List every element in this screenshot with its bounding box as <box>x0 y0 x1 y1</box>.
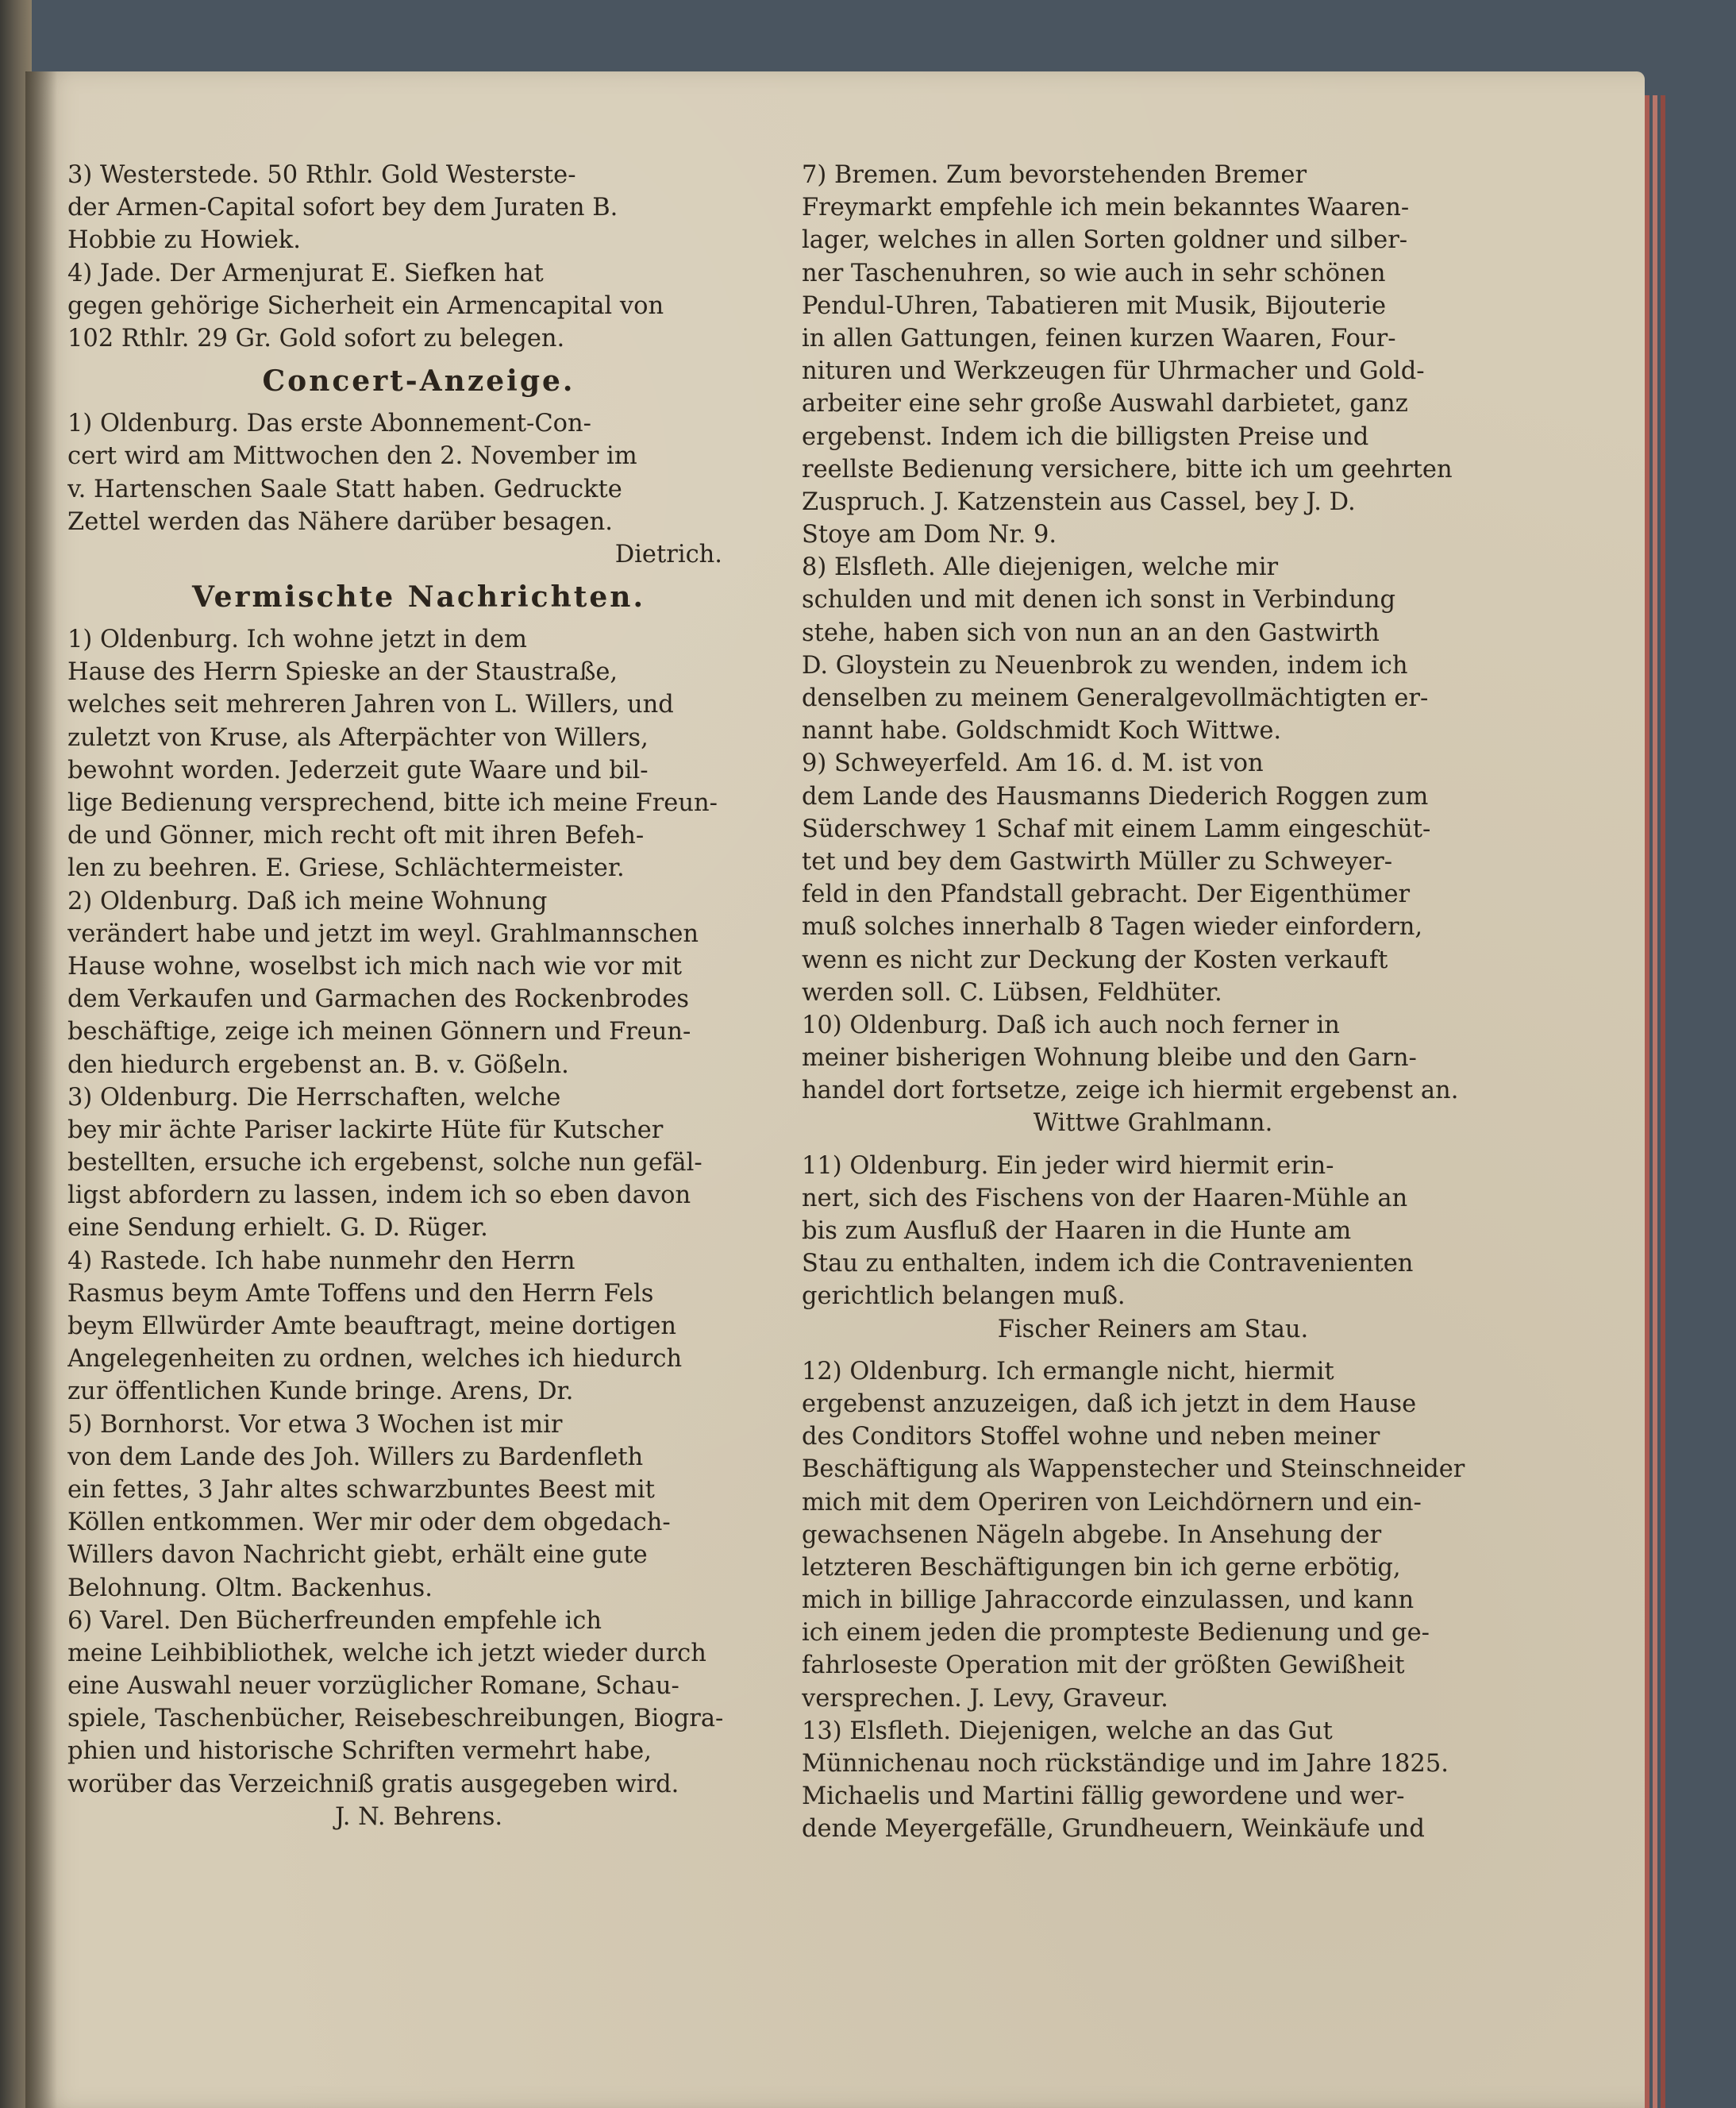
text-line: Zettel werden das Nähere darüber besagen. <box>67 507 613 536</box>
text-line: feld in den Pfandstall gebracht. Der Eigenthümer <box>802 881 1411 909</box>
text-line: dende Meyergefälle, Grundheuern, Weinkäufe und <box>802 1815 1425 1844</box>
text-line: der Armen-Capital sofort bey dem Juraten B. <box>67 194 618 222</box>
text-line: fahrloseste Operation mit der größten Gewißheit <box>802 1651 1405 1680</box>
text-line: gegen gehörige Sicherheit ein Armencapital von <box>67 291 664 320</box>
text-line: eine Auswahl neuer vorzüglicher Romane, Schau- <box>67 1672 679 1701</box>
text-line: ergebenst. Indem ich die billigsten Preise und <box>802 422 1369 451</box>
text-line: bewohnt worden. Jederzeit gute Waare und bil- <box>67 756 649 784</box>
text-line: zuletzt von Kruse, als Afterpächter von Willers, <box>67 723 649 752</box>
text-line: Hause wohne, woselbst ich mich nach wie vor mit <box>67 952 682 981</box>
text-line: dem Lande des Hausmanns Diederich Roggen zum <box>802 782 1429 811</box>
text-line: Stoye am Dom Nr. 9. <box>802 521 1057 549</box>
text-line: 10) Oldenburg. Daß ich auch noch ferner in <box>802 1011 1340 1039</box>
section-heading-misc-news: Vermischte Nachrichten. <box>192 580 645 615</box>
text-line: verändert habe und jetzt im weyl. Grahlmannschen <box>67 919 699 948</box>
text-line: Freymarkt empfehle ich mein bekanntes Waaren- <box>802 194 1410 222</box>
text-line: dem Verkaufen und Garmachen des Rockenbrodes <box>67 985 690 1014</box>
right-column <box>802 159 1504 1846</box>
text-line: beschäftige, zeige ich meinen Gönnern und Freun- <box>67 1018 691 1046</box>
text-line: ner Taschenuhren, so wie auch in sehr schönen <box>802 259 1386 287</box>
text-line: zur öffentlichen Kunde bringe. Arens, Dr. <box>67 1378 574 1406</box>
text-line: bis zum Ausfluß der Haaren in die Hunte am <box>802 1217 1352 1245</box>
text-line: werden soll. C. Lübsen, Feldhüter. <box>802 978 1222 1007</box>
text-line: ligst abfordern zu lassen, indem ich so eben davon <box>67 1181 691 1210</box>
text-line: 7) Bremen. Zum bevorstehenden Bremer <box>802 161 1307 189</box>
text-line: 4) Jade. Der Armenjurat E. Siefken hat <box>67 259 544 287</box>
text-line: 12) Oldenburg. Ich ermangle nicht, hiermit <box>802 1357 1334 1385</box>
text-line: 3) Westerstede. 50 Rthlr. Gold Westerste- <box>67 161 576 189</box>
text-line: 1) Oldenburg. Ich wohne jetzt in dem <box>67 626 527 654</box>
text-line: ich einem jeden die prompteste Bedienung und ge- <box>802 1619 1430 1647</box>
text-line: schulden und mit denen ich sonst in Verbindung <box>802 586 1396 615</box>
text-line: gerichtlich belangen muß. <box>802 1282 1126 1311</box>
text-line: len zu beehren. E. Griese, Schlächtermeister. <box>67 854 625 883</box>
text-line: v. Hartenschen Saale Statt haben. Gedruckte <box>67 475 622 503</box>
page-edge-stripe <box>1645 95 1649 2108</box>
text-line: von dem Lande des Joh. Willers zu Bardenfleth <box>67 1443 644 1471</box>
text-line: Belohnung. Oltm. Backenhus. <box>67 1574 433 1602</box>
text-line: nannt habe. Goldschmidt Koch Wittwe. <box>802 717 1282 746</box>
text-line: Angelegenheiten zu ordnen, welches ich hiedurch <box>67 1345 683 1374</box>
left-column <box>67 159 770 1833</box>
text-line: denselben zu meinem Generalgevollmächtigten er- <box>802 684 1429 712</box>
text-line: D. Gloystein zu Neuenbrok zu wenden, indem ich <box>802 651 1408 680</box>
text-line: 3) Oldenburg. Die Herrschaften, welche <box>67 1083 561 1112</box>
text-line: in allen Gattungen, feinen kurzen Waaren, Four- <box>802 324 1396 353</box>
text-line: Michaelis und Martini fällig gewordene und wer- <box>802 1782 1405 1811</box>
text-line: des Conditors Stoffel wohne und neben meiner <box>802 1423 1380 1451</box>
text-line: Pendul-Uhren, Tabatieren mit Musik, Bijouterie <box>802 291 1387 320</box>
text-line: meine Leihbibliothek, welche ich jetzt wieder durch <box>67 1639 706 1667</box>
text-line: mich mit dem Operiren von Leichdörnern und ein- <box>802 1488 1422 1516</box>
text-line: Süderschwey 1 Schaf mit einem Lamm eingeschüt- <box>802 815 1431 843</box>
text-line: de und Gönner, mich recht oft mit ihren Befeh- <box>67 822 645 850</box>
text-line: versprechen. J. Levy, Graveur. <box>802 1684 1168 1713</box>
text-line: 102 Rthlr. 29 Gr. Gold sofort zu belegen. <box>67 324 565 353</box>
text-line: letzteren Beschäftigungen bin ich gerne erbötig, <box>802 1553 1401 1582</box>
page-edge-stripe <box>1653 95 1657 2108</box>
text-line: bestellten, ersuche ich ergebenst, solche nun gefäl- <box>67 1149 702 1177</box>
text-line: lager, welches in allen Sorten goldner und silber- <box>802 226 1408 255</box>
text-line: reellste Bedienung versichere, bitte ich um geehrten <box>802 455 1453 484</box>
page-gutter-shadow <box>25 71 57 2108</box>
text-line: cert wird am Mittwochen den 2. November im <box>67 442 637 471</box>
text-line: 8) Elsfleth. Alle diejenigen, welche mir <box>802 553 1279 582</box>
text-line: Beschäftigung als Wappenstecher und Steinschneider <box>802 1455 1465 1484</box>
section-heading-concert: Concert-Anzeige. <box>262 364 575 399</box>
text-line: arbeiter eine sehr große Auswahl darbietet, ganz <box>802 390 1408 418</box>
text-line: Stau zu enthalten, indem ich die Contravenienten <box>802 1250 1414 1278</box>
text-line: phien und historische Schriften vermehrt habe, <box>67 1737 652 1766</box>
text-line: 4) Rastede. Ich habe nunmehr den Herrn <box>67 1247 575 1275</box>
text-line: Köllen entkommen. Wer mir oder dem obgedach- <box>67 1509 671 1537</box>
text-line: 9) Schweyerfeld. Am 16. d. M. ist von <box>802 750 1264 778</box>
text-line: Willers davon Nachricht giebt, erhält eine gute <box>67 1541 648 1570</box>
text-line: beym Ellwürder Amte beauftragt, meine dortigen <box>67 1312 677 1340</box>
text-line: nituren und Werkzeugen für Uhrmacher und Gold- <box>802 357 1425 386</box>
text-line: wenn es nicht zur Deckung der Kosten verkauft <box>802 946 1388 974</box>
text-line: worüber das Verzeichniß gratis ausgegeben wird. <box>67 1770 679 1798</box>
text-line: 2) Oldenburg. Daß ich meine Wohnung <box>67 887 548 915</box>
text-line: bey mir ächte Pariser lackirte Hüte für Kutscher <box>67 1116 664 1144</box>
text-line: lige Bedienung versprechend, bitte ich meine Freun- <box>67 789 718 817</box>
text-line: Zuspruch. J. Katzenstein aus Cassel, bey J. D. <box>802 487 1356 516</box>
text-line: tet und bey dem Gastwirth Müller zu Schweyer- <box>802 847 1393 876</box>
text-line: den hiedurch ergebenst an. B. v. Gößeln. <box>67 1050 569 1079</box>
text-line: Hause des Herrn Spieske an der Staustraße, <box>67 658 618 687</box>
text-line: 5) Bornhorst. Vor etwa 3 Wochen ist mir <box>67 1410 563 1439</box>
text-line: Münnichenau noch rückständige und im Jahre 1825. <box>802 1750 1449 1778</box>
signature: Wittwe Grahlmann. <box>1033 1109 1273 1138</box>
signature: J. N. Behrens. <box>334 1802 503 1831</box>
text-line: stehe, haben sich von nun an an den Gastwirth <box>802 619 1380 647</box>
text-line: eine Sendung erhielt. G. D. Rüger. <box>67 1214 488 1243</box>
text-line: nert, sich des Fischens von der Haaren-Mühle an <box>802 1184 1408 1212</box>
text-line: muß solches innerhalb 8 Tagen wieder einfordern, <box>802 913 1423 942</box>
signature: Dietrich. <box>614 540 722 568</box>
text-line: 6) Varel. Den Bücherfreunden empfehle ich <box>67 1606 602 1635</box>
text-line: 11) Oldenburg. Ein jeder wird hiermit erin- <box>802 1151 1334 1180</box>
signature: Fischer Reiners am Stau. <box>997 1315 1309 1343</box>
text-line: mich in billige Jahraccorde einzulassen, und kann <box>802 1586 1415 1615</box>
text-line: ergebenst anzuzeigen, daß ich jetzt in dem Hause <box>802 1389 1417 1418</box>
text-line: spiele, Taschenbücher, Reisebeschreibungen, Biogra- <box>67 1705 724 1733</box>
text-line: 13) Elsfleth. Diejenigen, welche an das Gut <box>802 1717 1333 1745</box>
text-line: 1) Oldenburg. Das erste Abonnement-Con- <box>67 410 591 438</box>
text-line: handel dort fortsetze, zeige ich hiermit ergebenst an. <box>802 1077 1459 1105</box>
text-line: ein fettes, 3 Jahr altes schwarzbuntes Beest mit <box>67 1475 655 1504</box>
text-line: Hobbie zu Howiek. <box>67 226 301 255</box>
text-line: welches seit mehreren Jahren von L. Willers, und <box>67 691 674 719</box>
text-line: gewachsenen Nägeln abgebe. In Ansehung der <box>802 1520 1382 1549</box>
text-line: Rasmus beym Amte Toffens und den Herrn Fels <box>67 1279 654 1308</box>
page-edge-stripe <box>1661 95 1665 2108</box>
text-line: meiner bisherigen Wohnung bleibe und den Garn- <box>802 1044 1417 1073</box>
